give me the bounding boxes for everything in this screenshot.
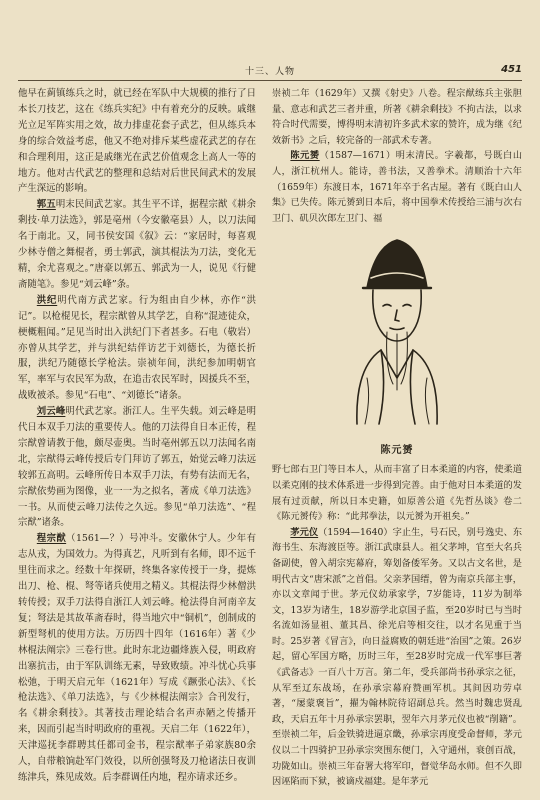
entry-liuyunfeng xyxy=(18,404,256,531)
section-title: 十三、人物 xyxy=(244,67,295,77)
scholar-portrait-icon xyxy=(327,228,467,428)
paragraph-qijiguang-end: 他早在蓟镇练兵之时，就已经在军队中大规模的推行了日本长刀技艺，这在《练兵实纪》中有着充分的反映。戚继光立足军阵实用之效，故力排虚花套子武艺，但从练兵本身的综合效益考虑，他又不绝对排斥某些虚花武艺的存在和合理利用，这正是戚继光在武艺价值观念上高人一等的地方。他对古代武艺的整理和总结对后世民间武术的发展产生深远的影响。 xyxy=(18,88,256,195)
portrait-figure xyxy=(272,228,522,458)
entry-guowu xyxy=(18,197,256,292)
portrait-caption: 陈元赟 xyxy=(380,444,414,456)
entry-term-chenyuanyun: 陈元赟 xyxy=(290,150,320,162)
right-column xyxy=(272,86,522,790)
entry-text-chenyuanyun: （1587—1671）明末清民。字羲都，号既白山人，浙江杭州人。能诗，善书法，又善拳术。清顺治十六年（1659年）东渡日本，1671年卒于名古屋。著有《既白山人集》已失传。陈元赟到日本后，将中国拳术传授给三浦与次右卫门、矶贝次郎左卫门、福 xyxy=(272,150,523,224)
paragraph-chenyuanyun-end: 野七郎右卫门等日本人，从而丰富了日本柔道的内容，使柔道以柔克刚的技术体系进一步得到完善。由于他对日本柔道的发展有过贡献，所以日本史籍，如原善公道《先哲丛谈》卷二《陈元赟传》称：“此邦拳法，以元赟为开祖矣。” xyxy=(272,464,522,523)
paragraph-chengzongyou-end: 崇祯二年（1629年）又撰《射史》八卷。程宗猷练兵主张胆量、意志和武艺三者并重，所著《耕余剩技》不拘古法，以求符合时代需要，博得明末清初许多武术家的赞许，成为继《纪效新书》之后，较完备的一部武术专著。 xyxy=(272,88,522,146)
entry-text-chengzongyou: （1561—？）号冲斗。安徽休宁人。少年有志从戎，为国效力。为得真艺，凡听到有名师，即不远千里往而求之。经数十年探研，终集各家传授于一身，提炼出刀、枪、棍、弩等诸兵使用之精义。其棍法得少林僧洪转传授；双手刀法得自浙江人刘云峰。枪法得自河南辛友复；弩法是其故革斋春时，得当地穴中“铜机”，创制成的新型弩机的使用方法。万历四十四年（1616年）著《少林棍法阐宗》三卷行世。此时东北边疆烽族入侵，明政府出寨抗击，由于军队训练无素，导致败绩。冲斗忧心兵事松弛，于明天启元年（1621年）写成《蹶张心法》、《长枪法选》、《单刀法选》，与《少林棍法阐宗》合刊发行，名《耕余剩技》。其著技击理论结合名声赤陋之传播开来，因而引起当时明政府的重视。天启二年（1622年），天津巡抚李群聘其任都司金书，程宗猷率子弟家族80余人，自带粮饷赴军门效役，以所创强弩及刀枪诸法日夜训练津兵，殊见成效。后李群调任内地，程亦请求还乡。 xyxy=(18,533,256,783)
running-header xyxy=(18,64,522,81)
entry-term-guowu: 郭五 xyxy=(36,199,56,211)
entry-term-hongji: 洪纪 xyxy=(36,294,58,306)
entry-term-maoyuanyi: 茅元仪 xyxy=(290,526,319,538)
entry-text-maoyuanyi: （1594—1640）字止生，号石民，别号逸史、东海书生、东海渡臣等。浙江武康县人。祖父茅坤，官至大名兵备副使，曾入胡宗宪幕府，筹划备倭军务。又以古文名世，是明代古文“唐宋派”之首倡。父亲茅国缙，曾为南京兵部主事，亦以文章闻于世。茅元仪幼承家学，7岁能诗，11岁为制举文，13岁为诸生，18岁游学北京国子监，至20岁时已与当时名流如汤显祖、董其昌、徐光启等相交往，以才名见重于当时。25岁著《冒言》，向日益腐败的朝廷进“治国”之策。26岁起，留心军国方略，历时三年，至28岁时完成一代军事巨著《武备志》一百八十万言。第二年，受兵部尚书孙承宗之征，从军至辽东战场，在孙承宗幕府赞画军机。其间因功劳卓著，“屡蒙褒旨”，擢为翰林院待诏副总兵。然当时魏忠贤乱政，天启五年十月孙承宗罢职，翌年六月茅元仪也被“削籍”。至崇祯二年，后金铁骑进逼京畿，孙承宗再度受命督师，茅元仪以二十四骑护卫孙承宗突围东便门，入守通州，衰创百战，功陇如山。崇祯三年奋署大将军印，督觉华岛水师。但不久即因诬陷而下狱，被谪戍福建。是年茅元 xyxy=(272,526,523,788)
entry-term-chengzongyou: 程宗猷 xyxy=(36,533,67,545)
entry-text-liuyunfeng: 明代武艺家。浙江人。生平失载。刘云峰是明代日本双手刀法的重要传人。他的刀法得自日本正传，程宗猷曾请教于他，颇尽壶奥。当时亳州郭五以刀法闻名南北，宗猷得云峰传授后专门拜访了郭五，始觉云峰刀法远较郭五高明。云峰所传日本双手刀法，有势有法而无名，宗猷依势画为图像，业一一为之拟名，著成《单刀法选》一书。从而使云峰刀法传之久远。参见“单刀法选”、“程宗猷”诸条。 xyxy=(18,406,256,529)
entry-hongji xyxy=(18,293,256,404)
entry-text-hongji: 明代南方武艺家。行为组由自少林，亦作“洪记”。以枪棍见长，程宗猷曾从其学艺，自称“混迹徒众，梗概粗闻。”足见当时出入洪纪门下者甚多。石电（敬岩）亦曾从其学艺，并与洪纪结伴访艺于刘德长，为德长折服，洪纪乃随德长学枪法。崇祯年间，洪纪参加明朝官军，率军与农民军为敌，在追击农民军时，因援兵不至，战败被杀。参见“石电”、“刘德长”诸条。 xyxy=(18,294,256,402)
entry-term-liuyunfeng: 刘云峰 xyxy=(36,406,66,418)
entry-text-guowu: 明末民间武艺家。其生平不详，据程宗猷《耕余剩技·单刀法选》，郭是亳州（今安徽亳县）人，以刀法闻名于南北。又，同书侯安国《叙》云：“家居时，每喜观少林寺僧之舞棍者，勇士郭武，演其棍法为刀法，变化无精，余尤喜观之。”唐豪以郭五、郭武为一人，说见《行健斋随笔》。参见“刘云峰”条。 xyxy=(18,199,256,290)
entry-chengzongyou xyxy=(18,531,256,786)
left-column xyxy=(18,86,256,786)
entry-maoyuanyi xyxy=(272,525,522,790)
page-number: 451 xyxy=(501,64,522,75)
entry-chenyuanyun xyxy=(272,148,522,226)
